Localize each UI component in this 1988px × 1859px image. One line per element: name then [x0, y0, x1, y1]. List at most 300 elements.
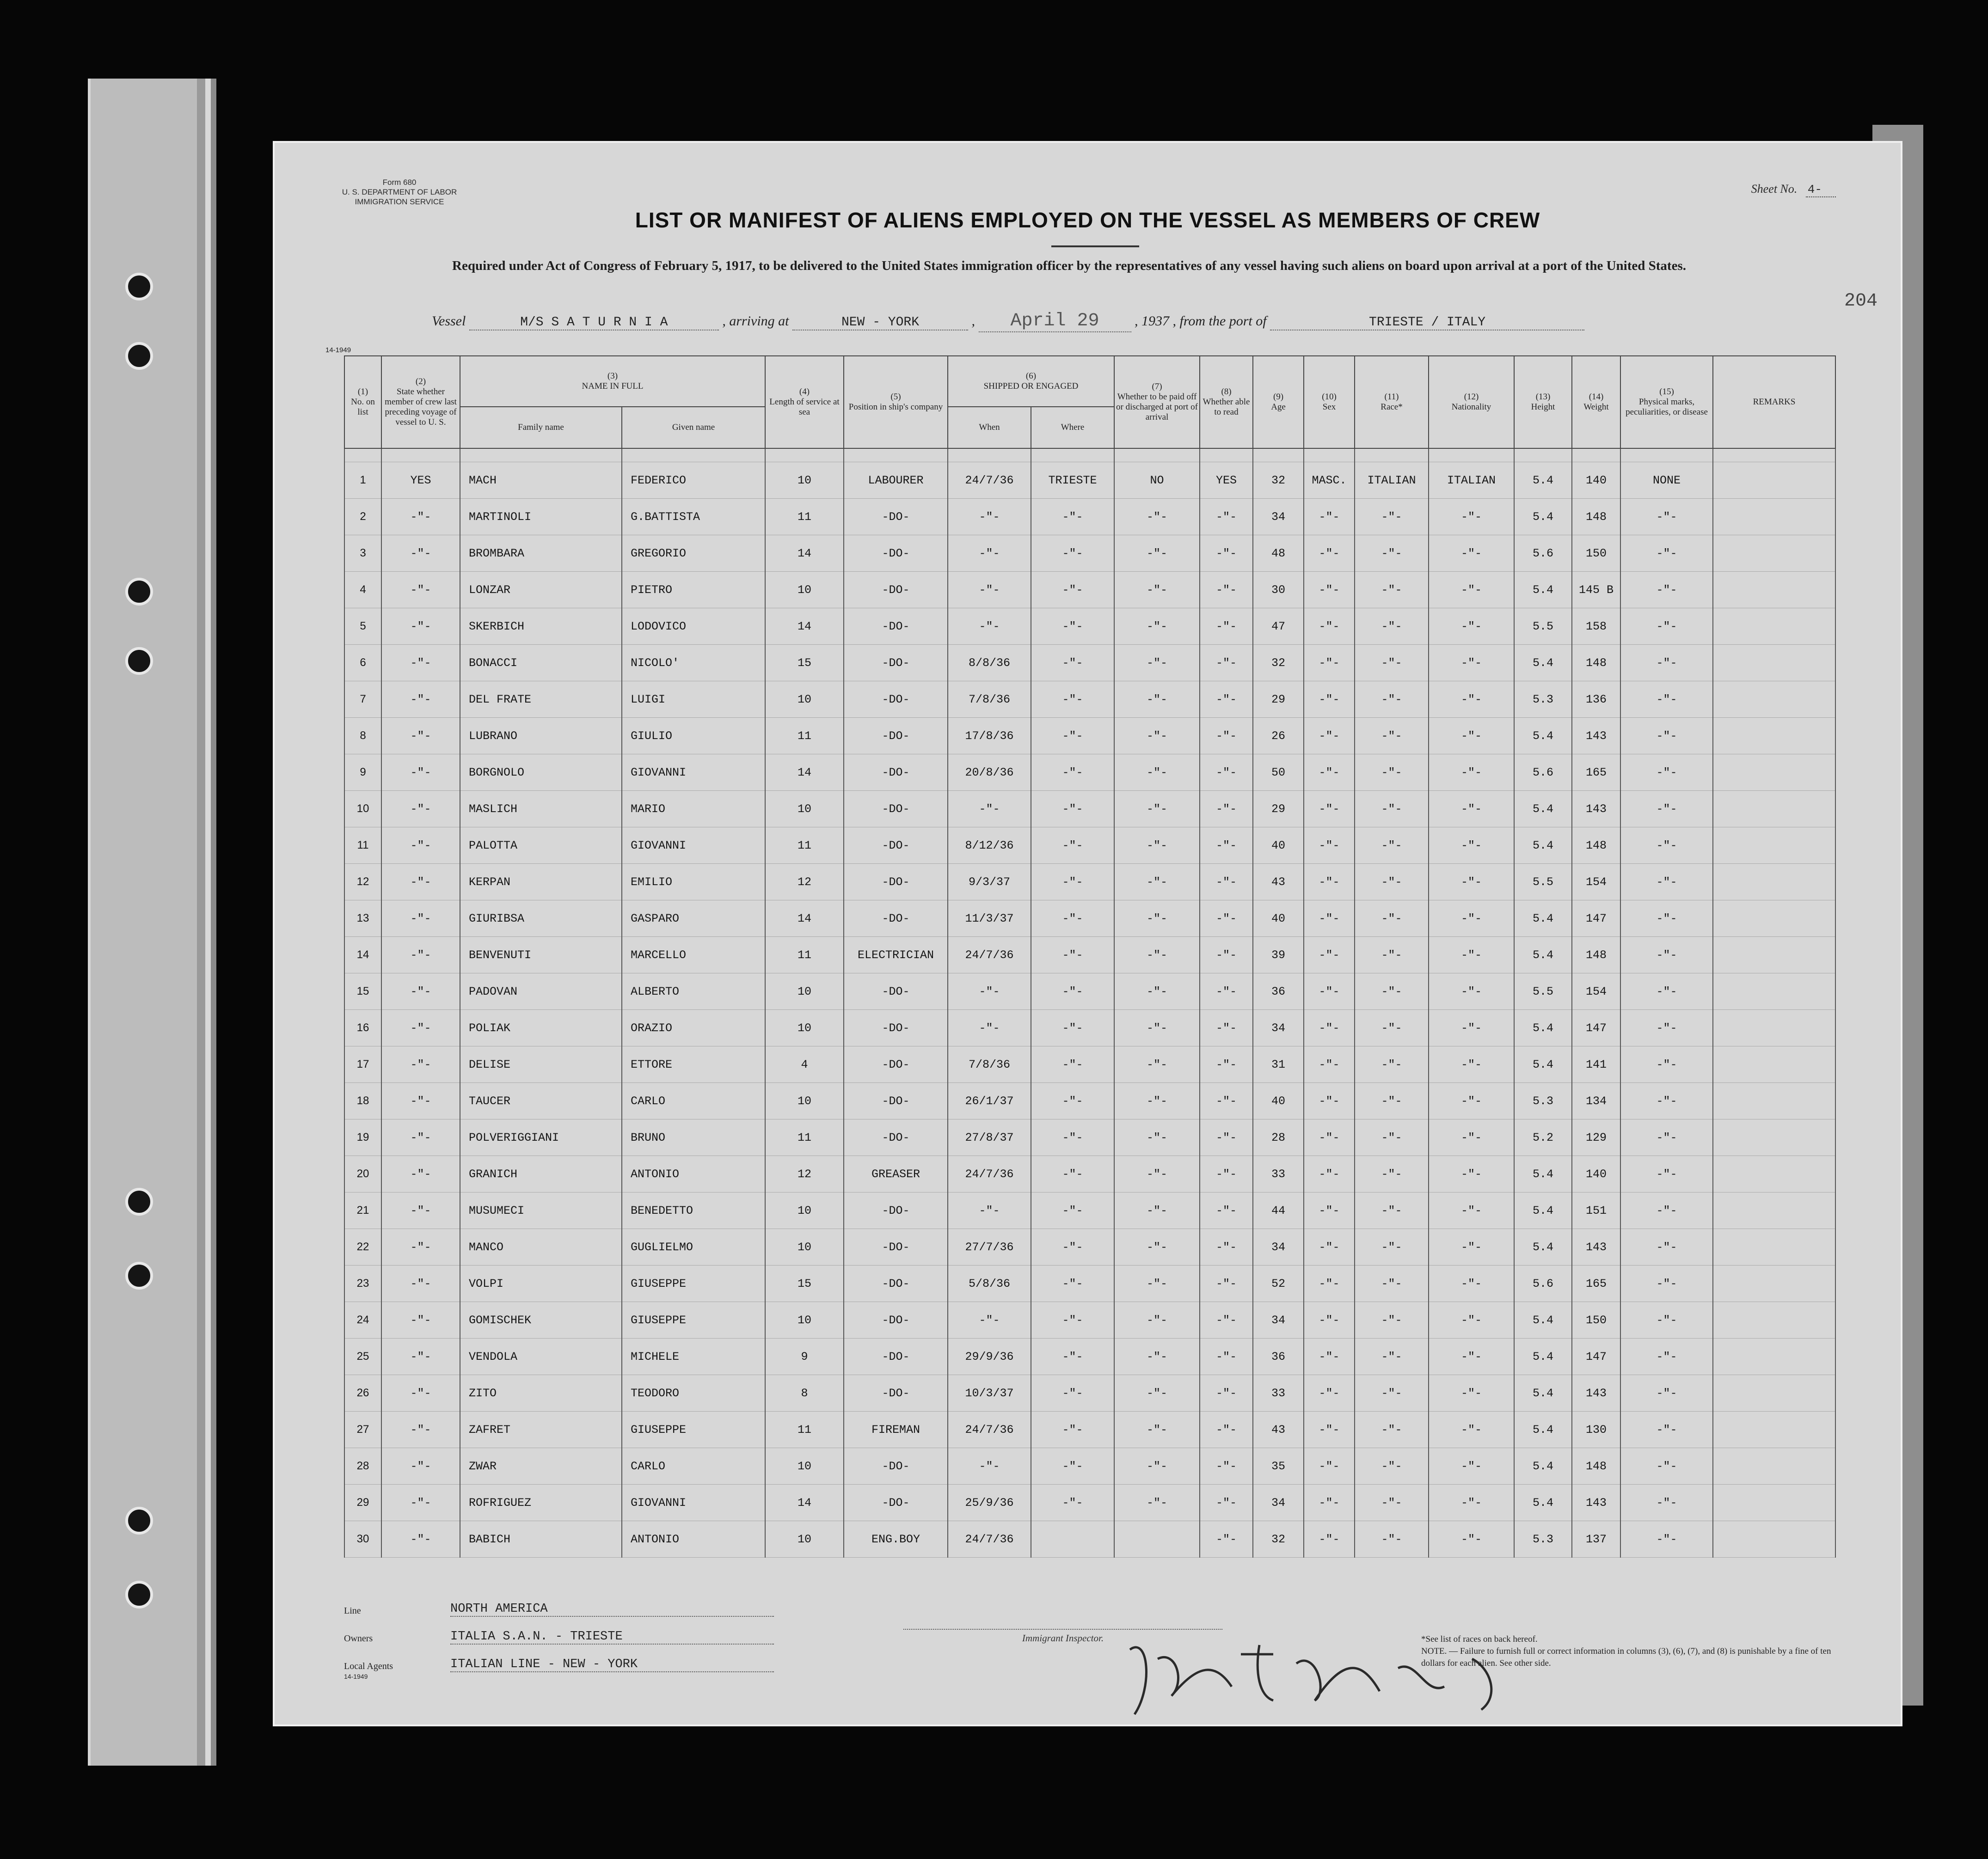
weight-cell: 143	[1572, 1485, 1620, 1521]
previous-voyage-cell: -"-	[381, 937, 460, 973]
family-name-cell: MUSUMECI	[460, 1192, 622, 1229]
previous-voyage-cell: -"-	[381, 864, 460, 900]
table-row	[344, 645, 1835, 681]
remarks-cell	[1713, 864, 1835, 900]
shipped-when-cell: 29/9/36	[948, 1339, 1031, 1375]
age-cell: 32	[1253, 645, 1304, 681]
agents-value: ITALIAN LINE - NEW - YORK	[450, 1657, 774, 1672]
given-name-cell: ORAZIO	[622, 1010, 765, 1046]
service-length-cell: 11	[765, 718, 844, 754]
age-cell: 34	[1253, 499, 1304, 535]
physical-marks-cell: -"-	[1620, 1010, 1713, 1046]
table-row	[344, 1412, 1835, 1448]
paid-off-cell: -"-	[1114, 1229, 1200, 1266]
position-cell: -DO-	[844, 535, 948, 572]
given-name-cell: GIOVANNI	[622, 754, 765, 791]
punch-hole	[125, 647, 153, 675]
weight-cell: 141	[1572, 1046, 1620, 1083]
previous-voyage-cell: -"-	[381, 608, 460, 645]
service-length-cell: 14	[765, 754, 844, 791]
able-to-read-cell: -"-	[1200, 1192, 1253, 1229]
family-name-cell: ROFRIGUEZ	[460, 1485, 622, 1521]
previous-voyage-cell: -"-	[381, 1010, 460, 1046]
position-cell: -DO-	[844, 1229, 948, 1266]
family-name-cell: POLIAK	[460, 1010, 622, 1046]
sheet-label: Sheet No.	[1751, 182, 1798, 196]
position-cell: -DO-	[844, 754, 948, 791]
row-number-cell: 2	[344, 499, 381, 535]
previous-voyage-cell: -"-	[381, 1192, 460, 1229]
table-row	[344, 681, 1835, 718]
service-length-cell: 14	[765, 608, 844, 645]
table-row	[344, 1302, 1835, 1339]
row-number-cell: 13	[344, 900, 381, 937]
shipped-when-cell: 9/3/37	[948, 864, 1031, 900]
footer-notes	[1421, 1633, 1833, 1669]
age-cell: 43	[1253, 864, 1304, 900]
service-length-cell: 14	[765, 535, 844, 572]
punch-hole	[125, 1188, 153, 1216]
service-length-cell: 11	[765, 937, 844, 973]
shipped-where-cell: -"-	[1031, 1010, 1114, 1046]
weight-cell: 165	[1572, 1266, 1620, 1302]
height-cell: 5.3	[1514, 1521, 1572, 1558]
vessel-line: Vessel M/S S A T U R N I A , arriving at NEW - YORK , April 29 , 1937 , from the port of TRIESTE / ITALY	[432, 311, 1847, 332]
arrival-date-handwritten: April 29	[979, 311, 1131, 332]
remarks-cell	[1713, 1229, 1835, 1266]
race-cell: -"-	[1355, 681, 1429, 718]
sex-cell: -"-	[1304, 1119, 1355, 1156]
remarks-cell	[1713, 462, 1835, 499]
service-length-cell: 14	[765, 1485, 844, 1521]
nationality-cell: -"-	[1429, 973, 1514, 1010]
position-cell: ELECTRICIAN	[844, 937, 948, 973]
service-length-cell: 10	[765, 1229, 844, 1266]
paid-off-cell: -"-	[1114, 1046, 1200, 1083]
service-length-cell: 4	[765, 1046, 844, 1083]
nationality-cell: -"-	[1429, 1266, 1514, 1302]
service-length-cell: 9	[765, 1339, 844, 1375]
sex-cell: -"-	[1304, 937, 1355, 973]
physical-marks-cell: -"-	[1620, 1302, 1713, 1339]
previous-voyage-cell: -"-	[381, 1485, 460, 1521]
family-name-cell: BENVENUTI	[460, 937, 622, 973]
position-cell: -DO-	[844, 827, 948, 864]
paid-off-cell: -"-	[1114, 973, 1200, 1010]
shipped-where-cell: -"-	[1031, 718, 1114, 754]
sex-cell: -"-	[1304, 535, 1355, 572]
col-family-name-header: Family name	[460, 407, 622, 448]
physical-marks-cell: -"-	[1620, 718, 1713, 754]
position-cell: -DO-	[844, 1339, 948, 1375]
remarks-cell	[1713, 718, 1835, 754]
shipped-where-cell: -"-	[1031, 608, 1114, 645]
physical-marks-cell: -"-	[1620, 937, 1713, 973]
able-to-read-cell: -"-	[1200, 608, 1253, 645]
able-to-read-cell: YES	[1200, 462, 1253, 499]
row-number-cell: 21	[344, 1192, 381, 1229]
table-row	[344, 1083, 1835, 1119]
age-cell: 50	[1253, 754, 1304, 791]
table-row	[344, 1229, 1835, 1266]
table-row	[344, 1192, 1835, 1229]
remarks-cell	[1713, 791, 1835, 827]
age-cell: 33	[1253, 1375, 1304, 1412]
able-to-read-cell: -"-	[1200, 937, 1253, 973]
paid-off-cell: -"-	[1114, 1412, 1200, 1448]
shipped-where-cell: -"-	[1031, 864, 1114, 900]
physical-marks-cell: -"-	[1620, 791, 1713, 827]
able-to-read-cell: -"-	[1200, 827, 1253, 864]
weight-cell: 147	[1572, 900, 1620, 937]
family-name-cell: MARTINOLI	[460, 499, 622, 535]
age-cell: 26	[1253, 718, 1304, 754]
position-cell: -DO-	[844, 1485, 948, 1521]
row-number-cell: 11	[344, 827, 381, 864]
punch-hole	[125, 1262, 153, 1290]
previous-voyage-cell: -"-	[381, 499, 460, 535]
shipped-where-cell: -"-	[1031, 1485, 1114, 1521]
remarks-cell	[1713, 1339, 1835, 1375]
service-length-cell: 10	[765, 681, 844, 718]
service-length-cell: 10	[765, 1448, 844, 1485]
shipped-when-cell: 17/8/36	[948, 718, 1031, 754]
physical-marks-cell: -"-	[1620, 1521, 1713, 1558]
position-cell: ENG.BOY	[844, 1521, 948, 1558]
sex-cell: -"-	[1304, 827, 1355, 864]
col-service-header: (4) Length of service at sea	[765, 356, 844, 448]
row-number-cell: 23	[344, 1266, 381, 1302]
sex-cell: -"-	[1304, 1192, 1355, 1229]
position-cell: -DO-	[844, 1119, 948, 1156]
able-to-read-cell: -"-	[1200, 1119, 1253, 1156]
col-given-name-header: Given name	[622, 407, 765, 448]
age-cell: 32	[1253, 462, 1304, 499]
height-cell: 5.4	[1514, 791, 1572, 827]
able-to-read-cell: -"-	[1200, 791, 1253, 827]
shipped-when-cell: -"-	[948, 608, 1031, 645]
shipped-when-cell: 26/1/37	[948, 1083, 1031, 1119]
paid-off-cell	[1114, 1521, 1200, 1558]
physical-marks-cell: -"-	[1620, 681, 1713, 718]
col-no-header: (1) No. on list	[344, 356, 381, 448]
weight-cell: 140	[1572, 462, 1620, 499]
paid-off-cell: -"-	[1114, 1083, 1200, 1119]
nationality-cell: -"-	[1429, 754, 1514, 791]
row-number-cell: 20	[344, 1156, 381, 1192]
given-name-cell: FEDERICO	[622, 462, 765, 499]
service-length-cell: 10	[765, 1010, 844, 1046]
paid-off-cell: -"-	[1114, 499, 1200, 535]
height-cell: 5.4	[1514, 937, 1572, 973]
remarks-cell	[1713, 1412, 1835, 1448]
height-cell: 5.4	[1514, 645, 1572, 681]
sex-cell: -"-	[1304, 864, 1355, 900]
table-row	[344, 462, 1835, 499]
inspector-label: Immigrant Inspector.	[903, 1629, 1222, 1644]
weight-cell: 151	[1572, 1192, 1620, 1229]
given-name-cell: GIOVANNI	[622, 827, 765, 864]
able-to-read-cell: -"-	[1200, 1229, 1253, 1266]
remarks-cell	[1713, 1010, 1835, 1046]
table-row	[344, 1156, 1835, 1192]
able-to-read-cell: -"-	[1200, 1521, 1253, 1558]
footer-owners	[344, 1630, 623, 1644]
shipped-where-cell: -"-	[1031, 1083, 1114, 1119]
family-name-cell: SKERBICH	[460, 608, 622, 645]
able-to-read-cell: -"-	[1200, 1266, 1253, 1302]
paid-off-cell: -"-	[1114, 645, 1200, 681]
row-number-cell: 26	[344, 1375, 381, 1412]
nationality-cell: -"-	[1429, 1083, 1514, 1119]
punch-hole	[125, 273, 153, 300]
given-name-cell: TEODORO	[622, 1375, 765, 1412]
remarks-cell	[1713, 1156, 1835, 1192]
previous-voyage-cell: -"-	[381, 681, 460, 718]
able-to-read-cell: -"-	[1200, 1156, 1253, 1192]
physical-marks-cell: -"-	[1620, 499, 1713, 535]
service-length-cell: 11	[765, 827, 844, 864]
given-name-cell: GUGLIELMO	[622, 1229, 765, 1266]
shipped-where-cell: -"-	[1031, 1046, 1114, 1083]
shipped-when-cell: 11/3/37	[948, 900, 1031, 937]
able-to-read-cell: -"-	[1200, 1412, 1253, 1448]
position-cell: -DO-	[844, 608, 948, 645]
height-cell: 5.4	[1514, 462, 1572, 499]
previous-voyage-cell: -"-	[381, 1266, 460, 1302]
position-cell: -DO-	[844, 681, 948, 718]
nationality-cell: -"-	[1429, 535, 1514, 572]
owners-label: Owners	[344, 1633, 373, 1644]
col-previous-voyage-header: (2) State whether member of crew last preceding voyage of vessel to U. S.	[381, 356, 460, 448]
table-row	[344, 791, 1835, 827]
table-row	[344, 1448, 1835, 1485]
race-cell: -"-	[1355, 973, 1429, 1010]
nationality-cell: ITALIAN	[1429, 462, 1514, 499]
height-cell: 5.6	[1514, 1266, 1572, 1302]
previous-voyage-cell: -"-	[381, 1448, 460, 1485]
shipped-when-cell: 7/8/36	[948, 1046, 1031, 1083]
sex-cell: -"-	[1304, 608, 1355, 645]
physical-marks-cell: -"-	[1620, 535, 1713, 572]
age-cell: 34	[1253, 1302, 1304, 1339]
service: IMMIGRATION SERVICE	[355, 197, 444, 206]
height-cell: 5.6	[1514, 535, 1572, 572]
height-cell: 5.4	[1514, 1485, 1572, 1521]
position-cell: -DO-	[844, 572, 948, 608]
table-row	[344, 973, 1835, 1010]
service-length-cell: 11	[765, 499, 844, 535]
given-name-cell: LODOVICO	[622, 608, 765, 645]
shipped-where-cell: -"-	[1031, 1412, 1114, 1448]
weight-cell: 136	[1572, 681, 1620, 718]
service-length-cell: 10	[765, 791, 844, 827]
race-cell: -"-	[1355, 754, 1429, 791]
race-cell: -"-	[1355, 1083, 1429, 1119]
shipped-when-cell: 24/7/36	[948, 1412, 1031, 1448]
service-length-cell: 10	[765, 973, 844, 1010]
race-cell: -"-	[1355, 864, 1429, 900]
shipped-where-cell: TRIESTE	[1031, 462, 1114, 499]
race-cell: -"-	[1355, 1156, 1429, 1192]
service-length-cell: 10	[765, 1521, 844, 1558]
stamped-number: 204	[1844, 291, 1878, 312]
row-number-cell: 12	[344, 864, 381, 900]
race-cell: -"-	[1355, 827, 1429, 864]
row-number-cell: 25	[344, 1339, 381, 1375]
race-cell: -"-	[1355, 900, 1429, 937]
paid-off-cell: -"-	[1114, 1302, 1200, 1339]
given-name-cell: CARLO	[622, 1448, 765, 1485]
able-to-read-cell: -"-	[1200, 973, 1253, 1010]
service-length-cell: 10	[765, 572, 844, 608]
row-number-cell: 8	[344, 718, 381, 754]
given-name-cell: GIUSEPPE	[622, 1302, 765, 1339]
age-cell: 36	[1253, 1339, 1304, 1375]
family-name-cell: PALOTTA	[460, 827, 622, 864]
shipped-where-cell: -"-	[1031, 973, 1114, 1010]
height-cell: 5.4	[1514, 1156, 1572, 1192]
nationality-cell: -"-	[1429, 791, 1514, 827]
table-row	[344, 535, 1835, 572]
paid-off-cell: -"-	[1114, 827, 1200, 864]
position-cell: -DO-	[844, 718, 948, 754]
table-row	[344, 499, 1835, 535]
remarks-cell	[1713, 1485, 1835, 1521]
physical-marks-cell: -"-	[1620, 1083, 1713, 1119]
remarks-cell	[1713, 1302, 1835, 1339]
vessel-name: M/S S A T U R N I A	[469, 315, 719, 330]
age-cell: 52	[1253, 1266, 1304, 1302]
table-row	[344, 937, 1835, 973]
previous-voyage-cell: -"-	[381, 718, 460, 754]
able-to-read-cell: -"-	[1200, 1046, 1253, 1083]
previous-voyage-cell: -"-	[381, 535, 460, 572]
given-name-cell: ETTORE	[622, 1046, 765, 1083]
previous-voyage-cell: -"-	[381, 1229, 460, 1266]
shipped-when-cell: -"-	[948, 1010, 1031, 1046]
shipped-when-cell: 27/8/37	[948, 1119, 1031, 1156]
arriving-port: NEW - YORK	[792, 315, 968, 330]
line-value: NORTH AMERICA	[450, 1602, 774, 1617]
row-number-cell: 10	[344, 791, 381, 827]
family-name-cell: DEL FRATE	[460, 681, 622, 718]
age-cell: 35	[1253, 1448, 1304, 1485]
from-port-label: , from the port of	[1172, 313, 1267, 329]
remarks-cell	[1713, 973, 1835, 1010]
shipped-where-cell: -"-	[1031, 1229, 1114, 1266]
age-cell: 39	[1253, 937, 1304, 973]
footer-line	[344, 1602, 548, 1616]
race-cell: -"-	[1355, 1521, 1429, 1558]
previous-voyage-cell: -"-	[381, 1339, 460, 1375]
table-row	[344, 1339, 1835, 1375]
sheet-number	[1751, 182, 1836, 196]
race-cell: -"-	[1355, 645, 1429, 681]
position-cell: -DO-	[844, 645, 948, 681]
age-cell: 28	[1253, 1119, 1304, 1156]
paid-off-cell: -"-	[1114, 1448, 1200, 1485]
races-note: *See list of races on back hereof.	[1421, 1634, 1538, 1644]
race-cell: -"-	[1355, 1302, 1429, 1339]
previous-voyage-cell: -"-	[381, 973, 460, 1010]
sex-cell: -"-	[1304, 1339, 1355, 1375]
remarks-cell	[1713, 1119, 1835, 1156]
form-number: Form 680	[382, 178, 417, 187]
position-cell: -DO-	[844, 900, 948, 937]
given-name-cell: MARCELLO	[622, 937, 765, 973]
paid-off-cell: -"-	[1114, 1156, 1200, 1192]
footer-agents	[344, 1657, 638, 1680]
given-name-cell: MICHELE	[622, 1339, 765, 1375]
physical-marks-cell: -"-	[1620, 1119, 1713, 1156]
sex-cell: -"-	[1304, 1083, 1355, 1119]
agents-code: 14-1949	[344, 1673, 368, 1680]
age-cell: 43	[1253, 1412, 1304, 1448]
shipped-when-cell: -"-	[948, 535, 1031, 572]
position-cell: -DO-	[844, 973, 948, 1010]
given-name-cell: GIULIO	[622, 718, 765, 754]
height-cell: 5.5	[1514, 973, 1572, 1010]
given-name-cell: ALBERTO	[622, 973, 765, 1010]
shipped-when-cell: -"-	[948, 1302, 1031, 1339]
height-cell: 5.4	[1514, 1192, 1572, 1229]
able-to-read-cell: -"-	[1200, 1485, 1253, 1521]
remarks-cell	[1713, 499, 1835, 535]
age-cell: 36	[1253, 973, 1304, 1010]
position-cell: -DO-	[844, 1192, 948, 1229]
family-name-cell: LUBRANO	[460, 718, 622, 754]
sex-cell: -"-	[1304, 572, 1355, 608]
previous-voyage-cell: -"-	[381, 572, 460, 608]
race-cell: -"-	[1355, 1485, 1429, 1521]
nationality-cell: -"-	[1429, 645, 1514, 681]
weight-cell: 148	[1572, 827, 1620, 864]
family-name-cell: BROMBARA	[460, 535, 622, 572]
shipped-where-cell	[1031, 1521, 1114, 1558]
previous-voyage-cell: -"-	[381, 754, 460, 791]
nationality-cell: -"-	[1429, 608, 1514, 645]
able-to-read-cell: -"-	[1200, 1083, 1253, 1119]
sex-cell: -"-	[1304, 791, 1355, 827]
given-name-cell: MARIO	[622, 791, 765, 827]
owners-value: ITALIA S.A.N. - TRIESTE	[450, 1630, 774, 1645]
sex-cell: -"-	[1304, 645, 1355, 681]
nationality-cell: -"-	[1429, 681, 1514, 718]
family-name-cell: PADOVAN	[460, 973, 622, 1010]
shipped-where-cell: -"-	[1031, 499, 1114, 535]
position-cell: -DO-	[844, 1375, 948, 1412]
height-cell: 5.4	[1514, 1412, 1572, 1448]
shipped-where-cell: -"-	[1031, 1119, 1114, 1156]
family-name-cell: MACH	[460, 462, 622, 499]
physical-marks-cell: -"-	[1620, 827, 1713, 864]
previous-voyage-cell: -"-	[381, 1375, 460, 1412]
weight-cell: 145 B	[1572, 572, 1620, 608]
height-cell: 5.3	[1514, 1083, 1572, 1119]
race-cell: -"-	[1355, 937, 1429, 973]
manifest-sheet	[273, 141, 1902, 1726]
col-where-header: Where	[1031, 407, 1114, 448]
position-cell: -DO-	[844, 499, 948, 535]
race-cell: -"-	[1355, 572, 1429, 608]
weight-cell: 154	[1572, 973, 1620, 1010]
given-name-cell: BRUNO	[622, 1119, 765, 1156]
weight-cell: 143	[1572, 791, 1620, 827]
weight-cell: 148	[1572, 1448, 1620, 1485]
sex-cell: -"-	[1304, 1375, 1355, 1412]
shipped-where-cell: -"-	[1031, 1156, 1114, 1192]
